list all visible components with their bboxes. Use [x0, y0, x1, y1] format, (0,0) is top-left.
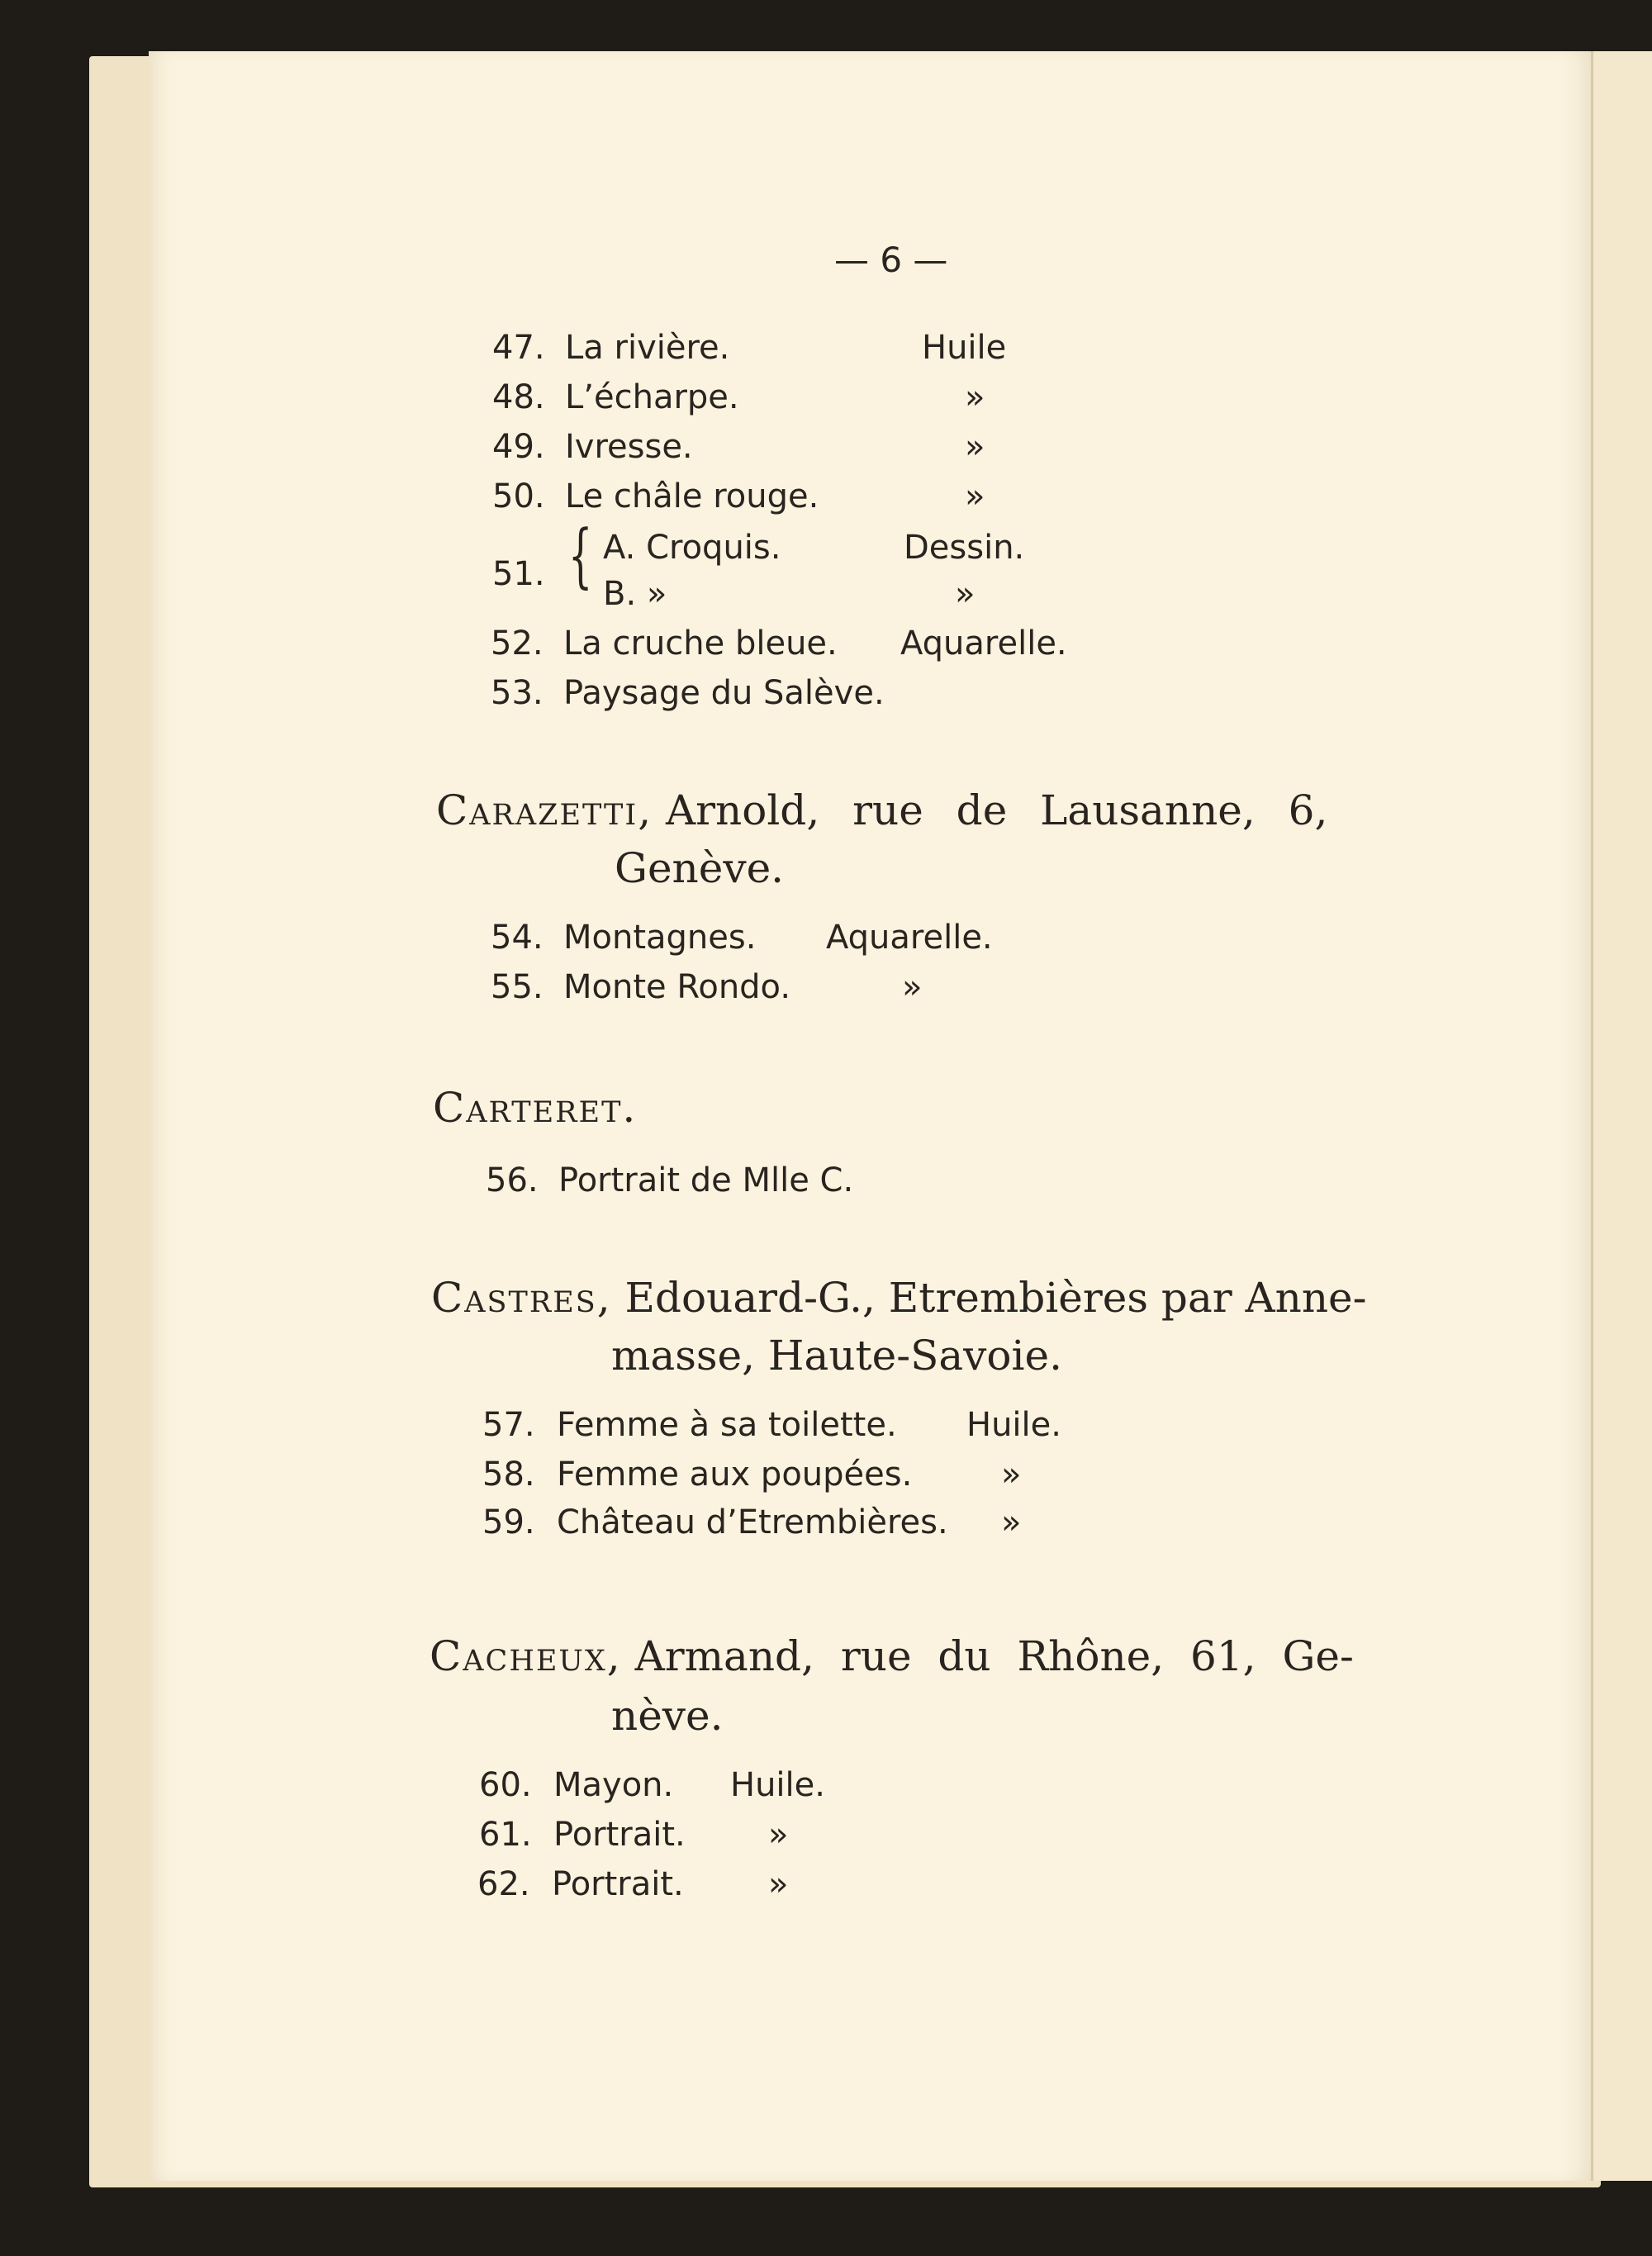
- entry-number: 52.: [491, 625, 544, 663]
- entry-medium: Huile.: [730, 1766, 825, 1804]
- entry-title: A. Croquis.: [603, 529, 781, 567]
- entry-number: 50.: [492, 477, 545, 515]
- entry-title: L’écharpe.: [565, 378, 739, 416]
- artist-address-continued: nève.: [611, 1692, 724, 1740]
- entry-number: 55.: [491, 968, 544, 1006]
- artist-heading-cacheux: [430, 1632, 1354, 1680]
- artist-surname: Castres,: [431, 1274, 612, 1322]
- entry-medium: Huile.: [966, 1406, 1061, 1444]
- entry-number: 59.: [482, 1503, 535, 1541]
- next-page-edge: [1591, 51, 1652, 2181]
- artist-details: Edouard-G., Etrembières par Anne-: [624, 1274, 1367, 1322]
- entry-medium: »: [955, 575, 976, 613]
- entry-medium: Dessin.: [904, 529, 1025, 567]
- artist-surname: Carazetti,: [436, 786, 653, 834]
- entry-number: 58.: [482, 1456, 535, 1494]
- artist-address-continued: Genève.: [615, 844, 785, 892]
- entry-number: 56.: [486, 1161, 539, 1199]
- entry-medium: »: [965, 378, 985, 416]
- entry-title: Portrait.: [553, 1816, 686, 1854]
- artist-surname: Cacheux,: [430, 1632, 622, 1680]
- entry-number: 62.: [477, 1865, 530, 1903]
- entry-number: 54.: [491, 919, 544, 957]
- catalogue-page: [149, 51, 1594, 2181]
- entry-medium: »: [1001, 1503, 1022, 1541]
- entry-number: 61.: [479, 1816, 532, 1854]
- entry-title: La rivière.: [565, 329, 730, 367]
- entry-title: Femme aux poupées.: [557, 1456, 913, 1494]
- artist-heading-carteret: [433, 1084, 637, 1132]
- entry-title: La cruche bleue.: [563, 625, 838, 663]
- entry-medium: »: [768, 1865, 789, 1903]
- entry-title: Femme à sa toilette.: [557, 1406, 897, 1444]
- entry-number: 53.: [491, 674, 544, 712]
- entry-medium: »: [768, 1816, 789, 1854]
- entry-title: Château d’Etrembières.: [557, 1503, 948, 1541]
- entry-number: 57.: [482, 1406, 535, 1444]
- entry-title: Paysage du Salève.: [563, 674, 885, 712]
- artist-details: Armand, rue du Rhône, 61, Ge-: [634, 1632, 1354, 1680]
- entry-medium: Aquarelle.: [826, 919, 993, 957]
- artist-details: Arnold, rue de Lausanne, 6,: [666, 786, 1328, 834]
- artist-heading-castres: [431, 1274, 1367, 1322]
- entry-medium: »: [902, 968, 923, 1006]
- entry-title: Portrait.: [552, 1865, 684, 1903]
- artist-address-continued: masse, Haute-Savoie.: [611, 1332, 1062, 1380]
- entry-title: Montagnes.: [563, 919, 757, 957]
- entry-number: 60.: [479, 1766, 532, 1804]
- entry-title: Portrait de Mlle C.: [558, 1161, 854, 1199]
- entry-number: 48.: [492, 378, 545, 416]
- page-number: — 6 —: [834, 240, 948, 280]
- artist-heading-carazetti: [436, 786, 1327, 834]
- artist-surname: Carteret.: [433, 1084, 638, 1132]
- entry-title: Mayon.: [553, 1766, 674, 1804]
- entry-number: 47.: [492, 329, 545, 367]
- entry-medium: »: [965, 428, 985, 466]
- entry-title: Monte Rondo.: [563, 968, 791, 1006]
- entry-title: B. »: [603, 575, 667, 613]
- entry-title: Ivresse.: [565, 428, 693, 466]
- entry-medium: Aquarelle.: [900, 625, 1067, 663]
- entry-number: 51.: [492, 555, 545, 593]
- entry-title: Le châle rouge.: [565, 477, 819, 515]
- entry-medium: Huile: [922, 329, 1007, 367]
- entry-number: 49.: [492, 428, 545, 466]
- entry-medium: »: [965, 477, 985, 515]
- brace-symbol: {: [568, 515, 593, 596]
- entry-medium: »: [1001, 1456, 1022, 1494]
